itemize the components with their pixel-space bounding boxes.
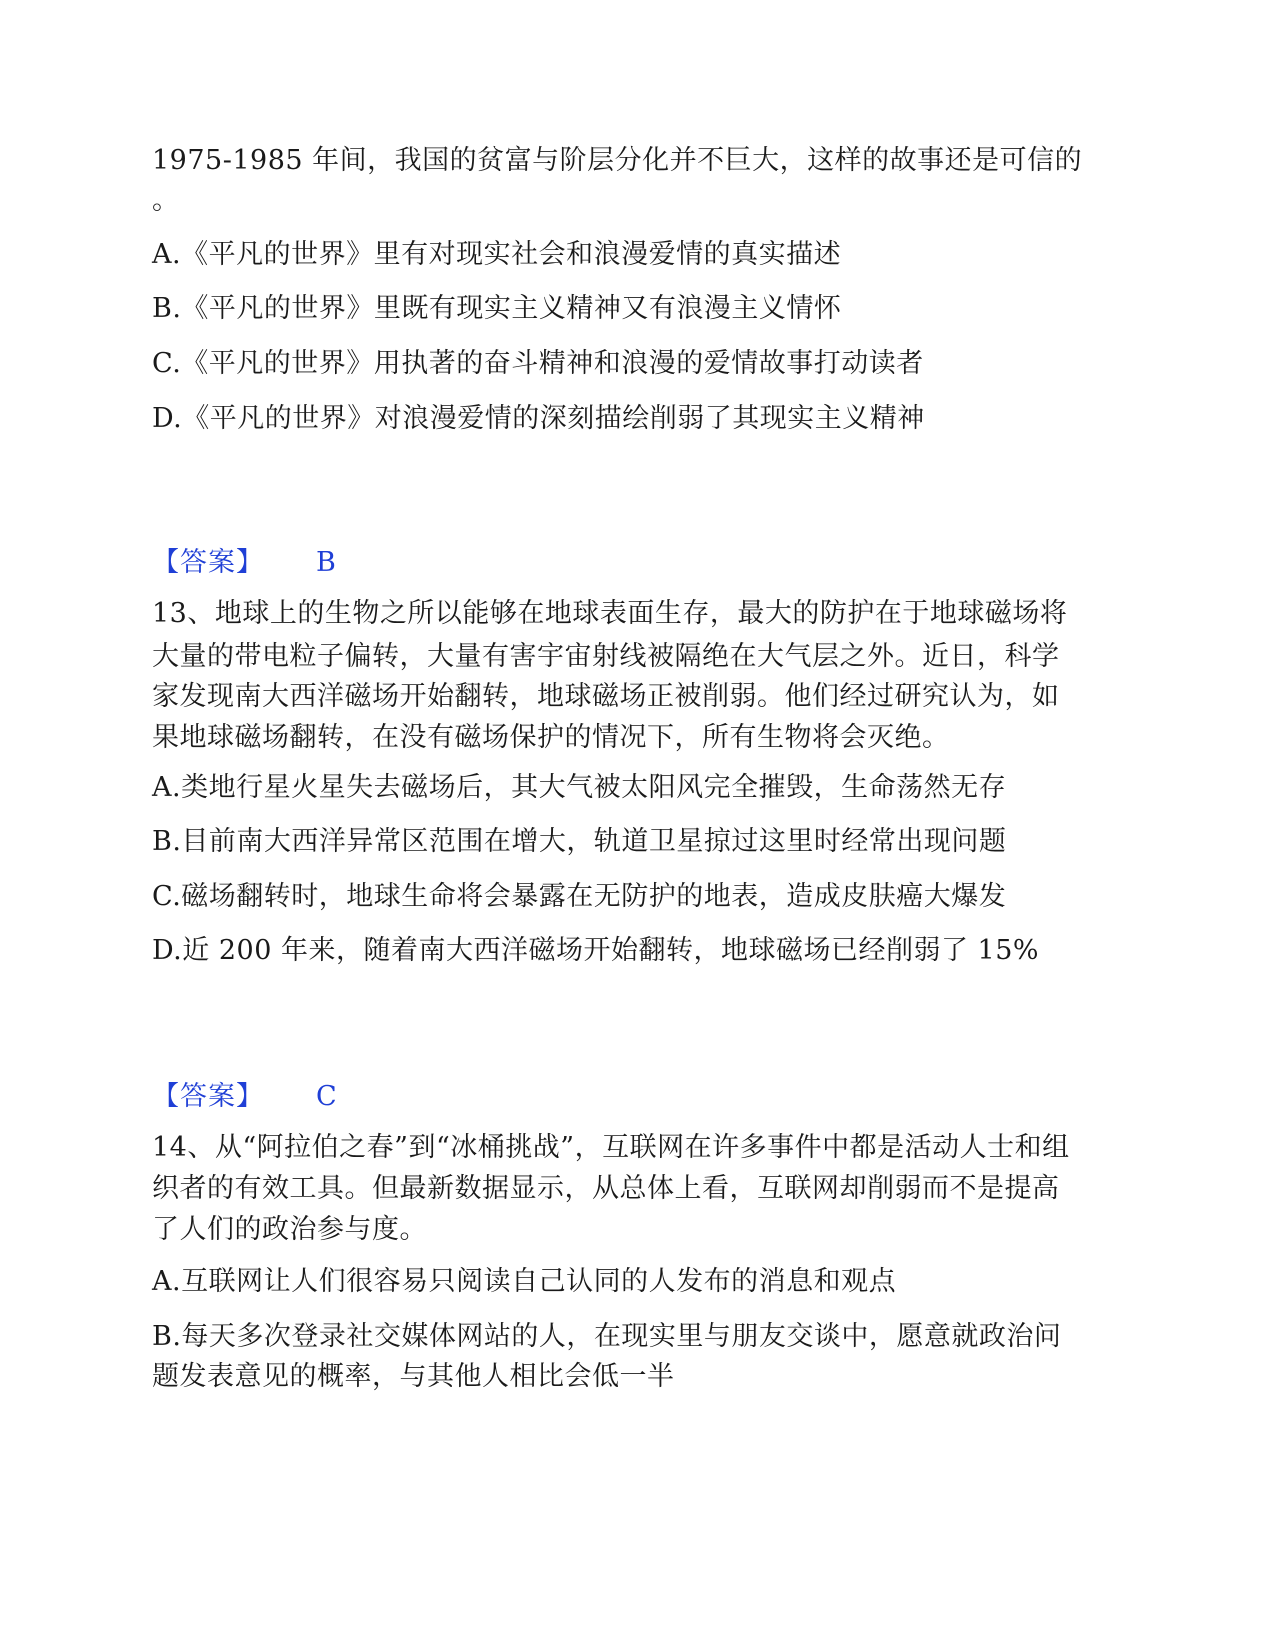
q12-answer xyxy=(152,546,336,580)
q14-option-b-line-2: 题发表意见的概率，与其他人相比会低一半 xyxy=(152,1361,675,1392)
q13-answer xyxy=(152,1080,337,1114)
q14-option-b-line-1: B.每天多次登录社交媒体网站的人，在现实里与朋友交谈中，愿意就政治问 xyxy=(152,1321,1062,1352)
q12-option-d: D.《平凡的世界》对浪漫爱情的深刻描绘削弱了其现实主义精神 xyxy=(152,403,925,434)
q14-stem-line-3: 了人们的政治参与度。 xyxy=(152,1214,427,1245)
q12-stem-line-1: 1975-1985 年间，我国的贫富与阶层分化并不巨大，这样的故事还是可信的 xyxy=(152,145,1083,176)
q12-option-b: B.《平凡的世界》里既有现实主义精神又有浪漫主义情怀 xyxy=(152,293,842,324)
q13-option-c: C.磁场翻转时，地球生命将会暴露在无防护的地表，造成皮肤癌大爆发 xyxy=(152,881,1007,912)
q14-stem-line-1: 14、从“阿拉伯之春”到“冰桶挑战”，互联网在许多事件中都是活动人士和组 xyxy=(152,1132,1070,1163)
answer-label: 【答案】 xyxy=(152,547,264,578)
q13-stem-line-1: 13、地球上的生物之所以能够在地球表面生存，最大的防护在于地球磁场将 xyxy=(152,598,1068,629)
q13-stem-line-3: 家发现南大西洋磁场开始翻转，地球磁场正被削弱。他们经过研究认为，如 xyxy=(152,681,1060,712)
q12-stem-line-2: 。 xyxy=(152,185,180,216)
q14-option-a: A.互联网让人们很容易只阅读自己认同的人发布的消息和观点 xyxy=(152,1266,897,1297)
answer-label: 【答案】 xyxy=(152,1081,264,1112)
q13-stem-line-2: 大量的带电粒子偏转，大量有害宇宙射线被隔绝在大气层之外。近日，科学 xyxy=(152,641,1060,672)
q13-option-a: A.类地行星火星失去磁场后，其大气被太阳风完全摧毁，生命荡然无存 xyxy=(152,772,1007,803)
answer-value: C xyxy=(316,1081,337,1112)
q13-stem-line-4: 果地球磁场翻转，在没有磁场保护的情况下，所有生物将会灭绝。 xyxy=(152,722,950,753)
answer-value: B xyxy=(316,547,336,578)
q14-stem-line-2: 织者的有效工具。但最新数据显示，从总体上看，互联网却削弱而不是提高 xyxy=(152,1173,1060,1204)
q13-option-b: B.目前南大西洋异常区范围在增大，轨道卫星掠过这里时经常出现问题 xyxy=(152,826,1007,857)
q12-option-a: A.《平凡的世界》里有对现实社会和浪漫爱情的真实描述 xyxy=(152,239,842,270)
q13-option-d: D.近 200 年来，随着南大西洋磁场开始翻转，地球磁场已经削弱了 15% xyxy=(152,935,1040,966)
q12-option-c: C.《平凡的世界》用执著的奋斗精神和浪漫的爱情故事打动读者 xyxy=(152,348,924,379)
